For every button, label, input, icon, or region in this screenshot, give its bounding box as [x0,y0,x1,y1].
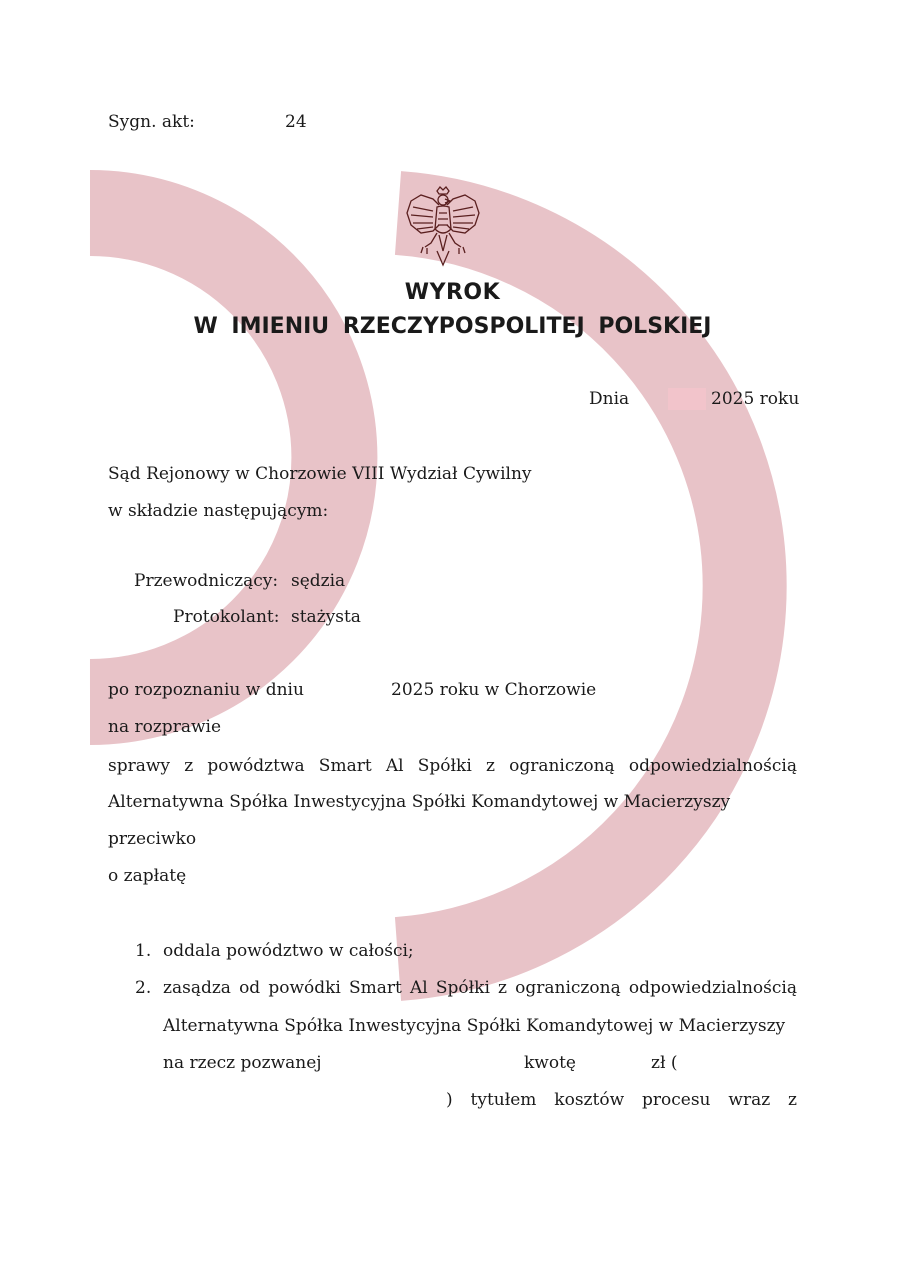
case-subject: o zapłatę [108,866,187,886]
session-type: na rozprawie [108,717,221,737]
against-label: przeciwko [108,829,197,849]
claim-line-2: Alternatywna Spółka Inwestycyjna Spółki Komandytowej w Macierzyszy [108,792,731,812]
ruling-item-2-line-3a: na rzecz pozwanej [163,1053,322,1073]
redacted-date-block [668,388,706,410]
clerk-label: Protokolant: [173,607,280,627]
ruling-item-2-line-3b: kwotę [524,1053,576,1073]
ruling-item-2-line-1: zasądza od powódki Smart Al Spółki z ograniczoną odpowiedzialnością [163,978,797,998]
ruling-item-2-line-3c: zł ( [651,1053,678,1073]
claim-line-1: sprawy z powództwa Smart Al Spółki z ograniczoną odpowiedzialnością [108,756,797,776]
date-prefix: Dnia [589,389,630,409]
date-suffix: 2025 roku [711,389,800,409]
presiding-label: Przewodniczący: [134,571,279,591]
polish-eagle-emblem-icon [403,185,483,269]
ruling-item-2-number: 2. [135,978,152,998]
ruling-item-1-text: oddala powództwo w całości; [163,941,414,961]
court-name: Sąd Rejonowy w Chorzowie VIII Wydział Cywilny [108,464,532,484]
ruling-item-2-line-2: Alternatywna Spółka Inwestycyjna Spółki Komandytowej w Macierzyszy [163,1016,786,1036]
judgment-title: WYROK [404,280,501,305]
court-composition: w składzie następującym: [108,501,329,521]
judgment-subtitle: W IMIENIU RZECZYPOSPOLITEJ POLSKIEJ [193,314,712,339]
ruling-item-2-line-4: ) tytułem kosztów procesu wraz z [446,1090,797,1110]
presiding-value: sędzia [291,571,346,591]
case-signature-value: 24 [285,112,307,132]
case-signature-label: Sygn. akt: [108,112,195,132]
hearing-date-suffix: 2025 roku w Chorzowie [391,680,597,700]
clerk-value: stażysta [291,607,361,627]
hearing-date-prefix: po rozpoznaniu w dniu [108,680,304,700]
ruling-item-1-number: 1. [135,941,152,961]
